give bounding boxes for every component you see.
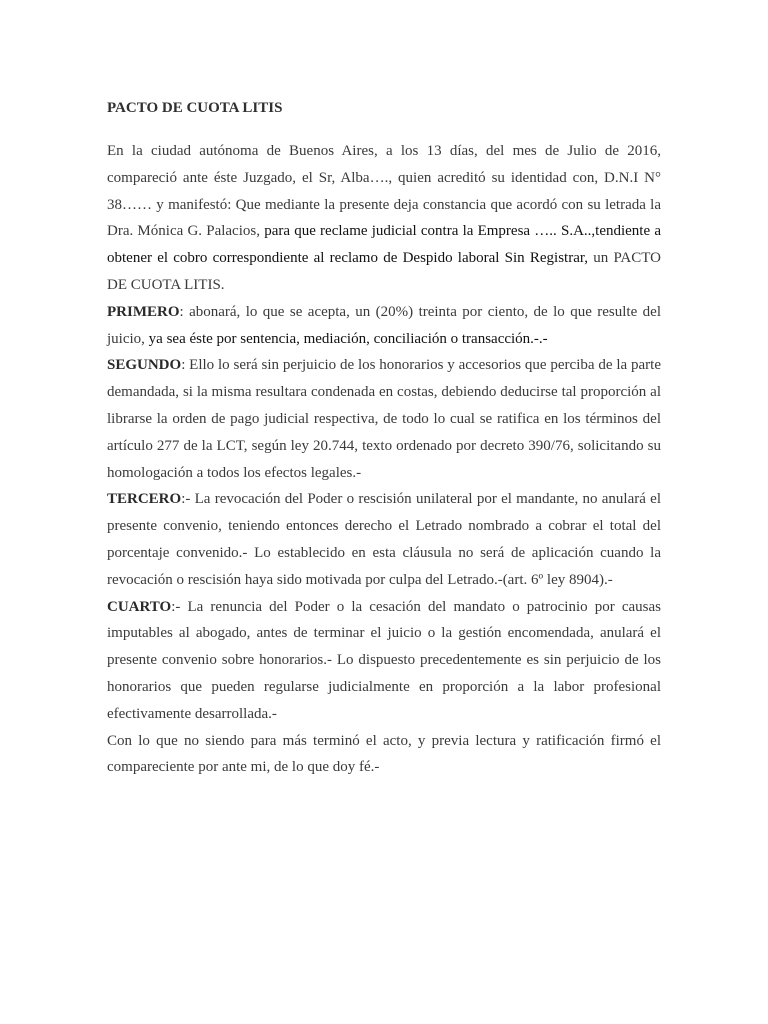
clause-tercero	[107, 486, 661, 593]
clause-text: : abonará, lo que se acepta, un (20%) treinta por ciento, de lo que resulte del juicio,	[107, 303, 661, 347]
clause-text-dark: ya sea éste por sentencia, mediación, conciliación o transacción.-.-	[148, 330, 548, 347]
clause-heading: SEGUNDO	[107, 357, 182, 374]
clause-heading: PRIMERO	[107, 303, 180, 320]
clause-heading: TERCERO	[107, 491, 182, 508]
intro-paragraph	[107, 138, 661, 299]
clause-text: : Ello lo será sin perjuicio de los honorarios y accesorios que perciba de la parte demandada, si la misma resultara condenada en costas, debiendo deducirse tal proporción al librarse la orden de pago judicial respectiva, de todo lo cual se ratifica en los términos del artículo 277 de la LCT, según ley 20.744, texto ordenado por decreto 390/76, solicitando su homologación a todos los efectos legales.-	[107, 357, 661, 481]
clause-cuarto	[107, 594, 661, 728]
document-page	[107, 96, 661, 781]
clause-text: :- La renuncia del Poder o la cesación del mandato o patrocinio por causas imputables al abogado, antes de terminar el juicio o la gestión encomendada, anulará el presente convenio sobre honorarios.- Lo dispuesto precedentemente es sin perjuicio de los honorarios que pueden regularse judicialmente en proporción a la labor profesional efectivamente desarrollada.-	[107, 598, 661, 722]
document-title: PACTO DE CUOTA LITIS	[107, 100, 283, 116]
clause-heading: CUARTO	[107, 598, 172, 615]
intro-text-part3: un PACTO DE CUOTA LITIS.	[107, 250, 661, 293]
intro-text-part1: En la ciudad autónoma de Buenos Aires, a los 13 días, del mes de Julio de 2016, compareció ante éste Juzgado, el Sr, Alba…., quien acreditó su identidad con, D.N.I N° 38…… y manifestó: Que mediante la presente deja constancia que acordó con su letrada la Dra. Mónica G. Palacios,	[107, 143, 661, 240]
intro-text-part2: para que reclame judicial contra la Empresa ….. S.A..,tendiente a obtener el cobro correspondiente al reclamo de Despido laboral Sin Registrar,	[107, 223, 661, 267]
clause-segundo	[107, 352, 661, 486]
clause-primero	[107, 299, 661, 353]
clause-text: :- La revocación del Poder o rescisión unilateral por el mandante, no anulará el presente convenio, teniendo entonces derecho el Letrado nombrado a cobrar el total del porcentaje convenido.- Lo establecido en esta cláusula no será de aplicación cuando la revocación o rescisión haya sido motivada por culpa del Letrado.-(art. 6º ley 8904).-	[107, 491, 661, 588]
closing-paragraph: Con lo que no siendo para más terminó el acto, y previa lectura y ratificación firmó el compareciente por ante mi, de lo que doy fé.-	[107, 732, 661, 776]
